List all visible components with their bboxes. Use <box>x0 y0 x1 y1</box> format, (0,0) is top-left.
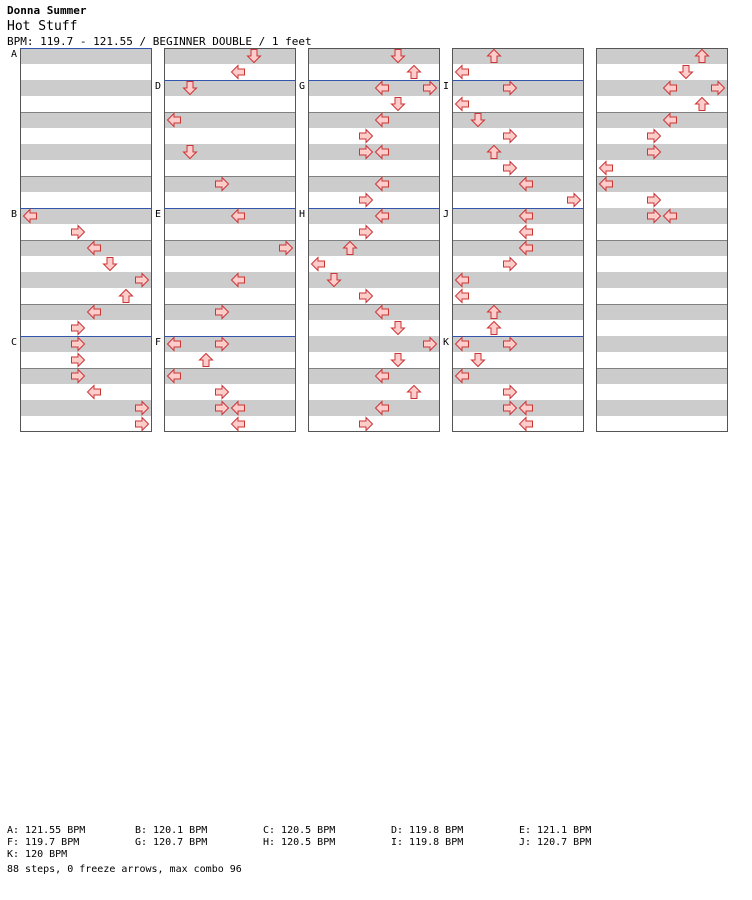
bpm-entry: K: 120 BPM <box>7 849 68 860</box>
bpm-entry: C: 120.5 BPM <box>263 825 336 836</box>
section-label: A <box>11 49 18 60</box>
section-label: I <box>443 81 450 92</box>
section-label: D <box>155 81 162 92</box>
bpm-entry: H: 120.5 BPM <box>263 837 336 848</box>
chart-column-5 <box>596 48 728 432</box>
bpm-entry: I: 119.8 BPM <box>391 837 464 848</box>
bpm-entry: D: 119.8 BPM <box>391 825 464 836</box>
bpm-entry: G: 120.7 BPM <box>135 837 208 848</box>
section-label: H <box>299 209 306 220</box>
chart-meta: BPM: 119.7 - 121.55 / BEGINNER DOUBLE / 1 feet <box>7 35 312 48</box>
chart-column-3 <box>308 48 440 432</box>
section-label: C <box>11 337 18 348</box>
section-label: J <box>443 209 450 220</box>
section-label: G <box>299 81 306 92</box>
section-label: E <box>155 209 162 220</box>
song-title: Hot Stuff <box>7 19 78 34</box>
section-label: B <box>11 209 18 220</box>
chart-column-2 <box>164 48 296 432</box>
bpm-entry: J: 120.7 BPM <box>519 837 592 848</box>
bpm-entry: E: 121.1 BPM <box>519 825 592 836</box>
chart-summary: 88 steps, 0 freeze arrows, max combo 96 <box>7 864 242 875</box>
bpm-entry: A: 121.55 BPM <box>7 825 86 836</box>
section-label: K <box>443 337 450 348</box>
bpm-entry: B: 120.1 BPM <box>135 825 208 836</box>
section-label: F <box>155 337 162 348</box>
chart-column-1 <box>20 48 152 432</box>
chart-column-4 <box>452 48 584 432</box>
bpm-entry: F: 119.7 BPM <box>7 837 80 848</box>
artist-name: Donna Summer <box>7 4 87 17</box>
